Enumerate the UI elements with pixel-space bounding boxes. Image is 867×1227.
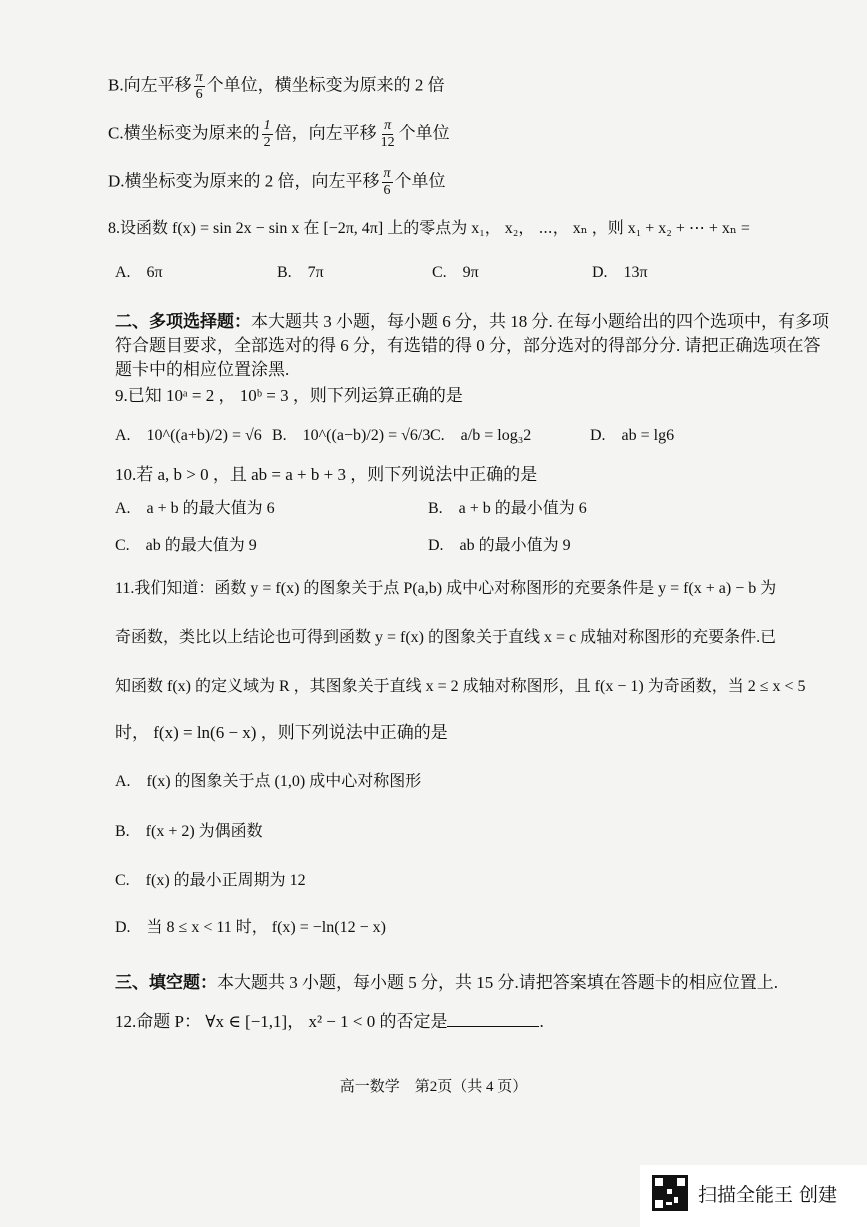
q7b-text-post: 个单位，横坐标变为原来的 2 倍: [206, 75, 445, 95]
q11-option-a: A. f(x) 的图象关于点 (1,0) 成中心对称图形: [115, 773, 422, 790]
qr-code-icon: [652, 1175, 688, 1211]
q7c-fraction-2: $\frac{\pi}{12}$: [380, 118, 395, 150]
q11-option-c: C. f(x) 的最小正周期为 12: [115, 872, 306, 889]
q7b-fraction: $\frac{\pi}{6}$: [195, 70, 203, 102]
q10-option-b: B. a + b 的最小值为 6: [428, 500, 587, 517]
watermark-label: 扫描全能王 创建: [698, 1184, 838, 1206]
q9-option-a: A. 10^((a+b)/2) = √6: [115, 427, 262, 444]
q8-option-d: D. 13π: [592, 264, 648, 281]
q8-option-c: C. 9π: [432, 264, 479, 281]
q11-option-b: B. f(x + 2) 为偶函数: [115, 823, 263, 840]
q10-stem: 10.若 a, b > 0 ，且 ab = a + b + 3 ，则下列说法中正确的是: [115, 465, 538, 484]
section2-title: 二、多项选择题：: [115, 312, 251, 331]
q7-option-d: D.横坐标变为原来的 2 倍，向左平移 $\frac{\pi}{6}$ 个单位: [108, 166, 446, 198]
q7b-text: B.向左平移: [108, 75, 192, 95]
q10-option-d: D. ab 的最小值为 9: [428, 537, 571, 554]
q7c-fraction-1: $\frac{1}{2}$: [263, 118, 271, 150]
q7d-fraction: $\frac{\pi}{6}$: [383, 166, 391, 198]
q11-line1: 11.我们知道：函数 y = f(x) 的图象关于点 P(a,b) 成中心对称图形的充要条件是 y = f(x + a) − b 为: [115, 580, 777, 597]
q11-line4: 时， f(x) = ln(6 − x) ，则下列说法中正确的是: [115, 723, 448, 742]
q11-line2: 奇函数，类比以上结论也可得到函数 y = f(x) 的图象关于直线 x = c 成轴对称图形的充要条件.已: [115, 629, 777, 646]
q9-option-d: D. ab = lg6: [590, 427, 675, 444]
q11-option-d: D. 当 8 ≤ x < 11 时， f(x) = −ln(12 − x): [115, 919, 386, 936]
q9-stem: 9.已知 10ᵃ = 2 ， 10ᵇ = 3 ，则下列运算正确的是: [115, 386, 463, 405]
q10-option-c: C. ab 的最大值为 9: [115, 537, 257, 554]
section2-line2: 符合题目要求，全部选对的得 6 分，有选错的得 0 分，部分选对的得部分分. 请把正确选项在答: [115, 336, 821, 355]
q8-option-a: A. 6π: [115, 264, 163, 281]
q7-option-c: C.横坐标变为原来的 $\frac{1}{2}$ 倍，向左平移 $\frac{\pi}{12}$ 个单位: [108, 118, 450, 150]
section3-title: 三、填空题：: [115, 973, 217, 992]
answer-blank: [447, 1012, 539, 1027]
q12-stem: 12.命题 P： ∀x ∈ [−1,1]， x² − 1 < 0 的否定是 .: [115, 1012, 544, 1031]
section2-line3: 题卡中的相应位置涂黑.: [115, 360, 290, 379]
page-footer: 高一数学 第2页（共 4 页）: [339, 1079, 528, 1095]
q8-stem: 8.设函数 f(x) = sin 2x − sin x 在 [−2π, 4π] 上的零点为 x₁， x₂， ⋯， xₙ ，则 x₁ + x₂ + ⋯ + xₙ =: [108, 220, 750, 237]
q11-line3: 知函数 f(x) 的定义域为 R ，其图象关于直线 x = 2 成轴对称图形，且 f(x − 1) 为奇函数，当 2 ≤ x < 5: [115, 678, 806, 695]
q8-option-b: B. 7π: [277, 264, 324, 281]
q9-option-b: B. 10^((a−b)/2) = √6/3: [272, 427, 431, 444]
section2-heading: 二、多项选择题：本大题共 3 小题，每小题 6 分，共 18 分. 在每小题给出的四个选项中，有多项: [115, 312, 829, 331]
q9-option-c: C. a/b = log₃2: [430, 427, 532, 444]
q7-option-b: [108, 70, 445, 103]
section3-heading: 三、填空题：本大题共 3 小题，每小题 5 分，共 15 分.请把答案填在答题卡的相应位置上.: [115, 973, 778, 992]
q10-option-a: A. a + b 的最大值为 6: [115, 500, 275, 517]
